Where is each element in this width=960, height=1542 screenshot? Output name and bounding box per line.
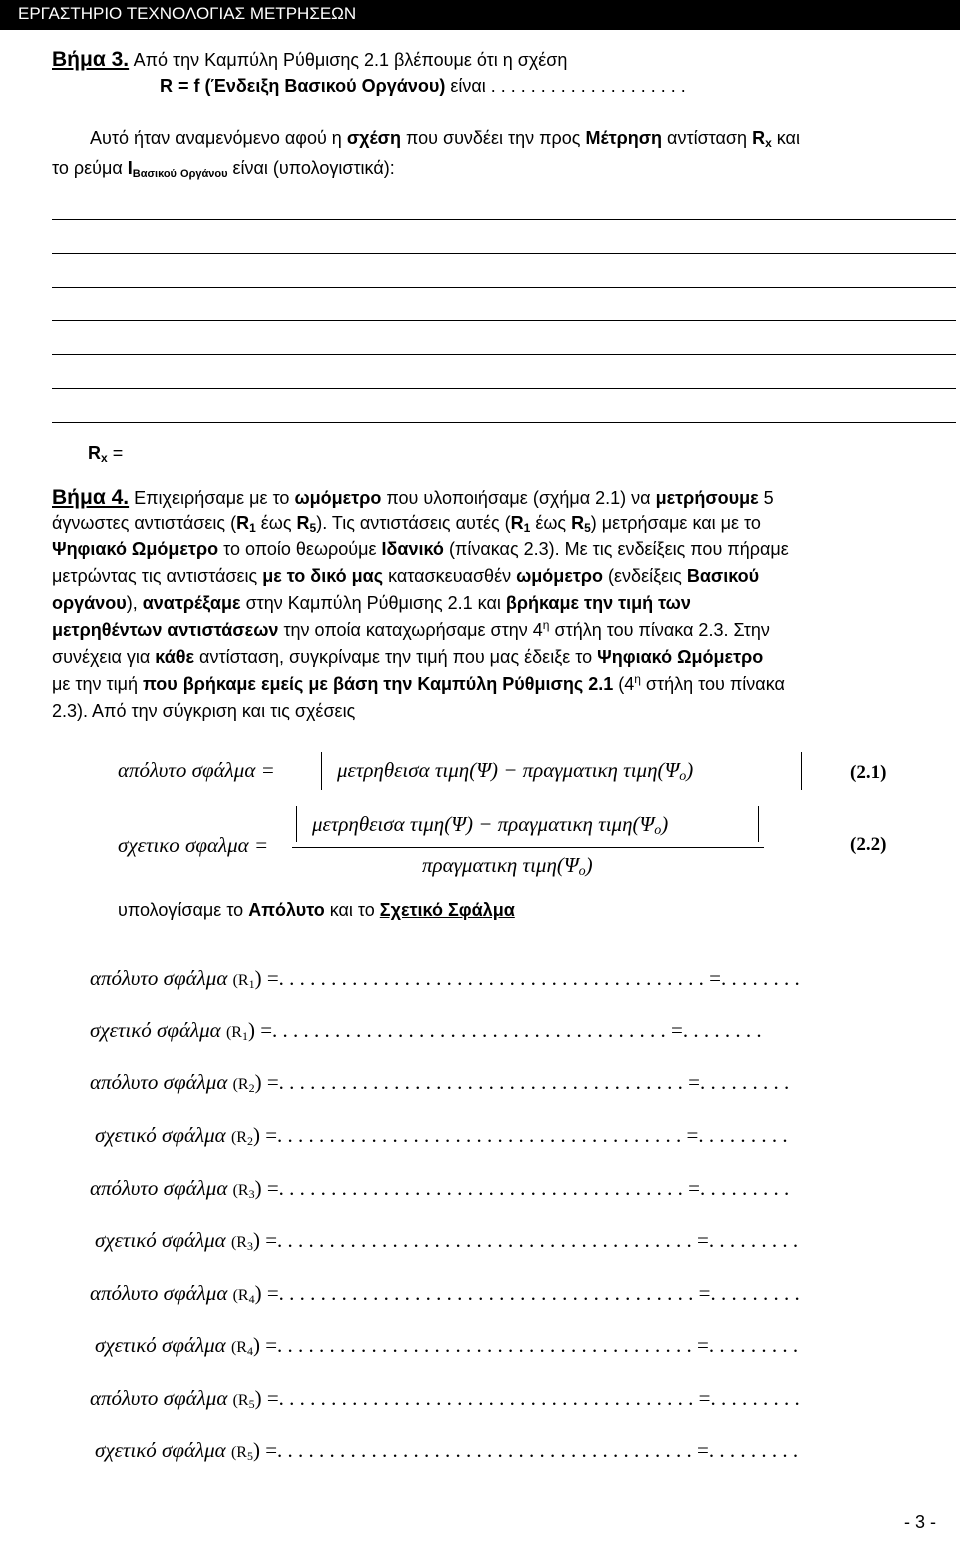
text: 1 — [241, 1029, 248, 1043]
text: (ενδείξεις — [603, 566, 687, 586]
text: R — [237, 972, 249, 989]
text: 1 — [523, 521, 531, 535]
answer-line — [52, 354, 956, 355]
text: 2 — [246, 1134, 253, 1148]
text: στήλη του πίνακα — [640, 674, 785, 694]
text: (Ψ — [657, 758, 680, 782]
text: που υλοποιήσαμε (σχήμα 2.1) να — [381, 488, 656, 508]
text: (Ψ) − πραγματικη τιμη — [469, 758, 658, 782]
text: βρήκαμε την τιμή των — [505, 593, 691, 613]
error-line: σχετικό σφάλμα $(R_2)$ =. . . . . . . . . . . . . . . . . . . . . . . . . . . . . . . . . . . . . . . =. . . . . . . . . — [95, 1123, 788, 1148]
error-line: σχετικό σφάλμα $(R_3)$ =. . . . . . . . . . . . . . . . . . . . . . . . . . . . . . . . . . . . . . . . =. . . . . . . . . — [95, 1228, 799, 1253]
error-line: απόλυτο σφάλμα $(R_3)$ =. . . . . . . . . . . . . . . . . . . . . . . . . . . . . . . . . . . . . . . =. . . . . . . . . — [90, 1176, 790, 1201]
step4-line — [52, 513, 950, 534]
answer-line — [52, 253, 956, 254]
text: αντίσταση — [662, 128, 753, 148]
text: αντίσταση, συγκρίναμε την τιμή που μας έδειξε το — [194, 647, 598, 667]
text: R — [236, 513, 250, 533]
text: είναι (υπολογιστικά): — [227, 158, 395, 178]
eq2-number: (2.2) — [850, 834, 887, 855]
text: 5 — [758, 488, 774, 508]
text: = — [107, 443, 124, 463]
text: Απόλυτο — [248, 900, 325, 920]
text: μετρηθέντων αντιστάσεων — [52, 620, 279, 640]
error-line: απόλυτο σφάλμα $(R_1)$ =. . . . . . . . . . . . . . . . . . . . . . . . . . . . . . . . . . . . . . . . . =. . . . . . . . — [90, 966, 800, 991]
eq2-denominator — [422, 853, 593, 878]
text: απόλυτο σφάλμα — [90, 1070, 228, 1094]
text: η — [634, 672, 641, 686]
step4-line — [52, 539, 950, 560]
text: που συνδέει την προς — [400, 128, 586, 148]
text: o — [679, 769, 687, 784]
text: R — [571, 513, 585, 533]
error-line: σχετικό σφάλμα $(R_4)$ =. . . . . . . . . . . . . . . . . . . . . . . . . . . . . . . . . . . . . . . . =. . . . . . . . . — [95, 1333, 799, 1358]
text: R — [510, 513, 524, 533]
text: την οποία καταχωρήσαμε στην 4 — [278, 620, 543, 640]
text: σχετικό σφάλμα — [95, 1333, 226, 1357]
text: ), — [126, 593, 143, 613]
text: ) μετρήσαμε και με το — [590, 513, 761, 533]
text: σχετικό σφάλμα — [90, 1018, 221, 1042]
text: απόλυτο σφάλμα — [90, 1281, 228, 1305]
rx-label — [88, 443, 123, 464]
header-title: ΕΡΓΑΣΤΗΡΙΟ ΤΕΧΝΟΛΟΓΙΑΣ ΜΕΤΡΗΣΕΩΝ — [18, 4, 357, 23]
text: κατασκευασθέν — [383, 566, 517, 586]
text: οργάνου — [52, 593, 127, 613]
text: με την τιμή — [52, 674, 144, 694]
text: 4 — [246, 1344, 253, 1358]
eq1-lhs: απόλυτο σφάλμα = — [118, 758, 275, 782]
step4-line — [52, 647, 950, 668]
text: ) — [661, 812, 669, 836]
step3-para1 — [90, 128, 800, 149]
text: 4 — [248, 1292, 255, 1306]
text: με το δικό μας — [262, 566, 384, 586]
answer-line — [52, 388, 956, 389]
text: R — [236, 1129, 247, 1146]
text: R — [237, 1076, 249, 1093]
text: (Ψ — [632, 812, 655, 836]
text: μετρηθεισα τιμη — [337, 758, 470, 782]
text: Βασικού — [686, 566, 760, 586]
text: 5 — [246, 1449, 253, 1463]
text: και το — [324, 900, 380, 920]
text: 5 — [584, 521, 591, 535]
text: σχετικό σφάλμα — [95, 1438, 226, 1462]
text: απόλυτο σφάλμα — [90, 1386, 228, 1410]
text: ) =. . . . . . . . . . . . . . . . . . . . . . . . . . . . . . . . . . . . . . . . . =. . . . . . . . — [254, 966, 800, 990]
text: σχετικό σφάλμα — [95, 1228, 226, 1252]
text: η — [542, 618, 550, 632]
text: στήλη του πίνακα 2.3. Στην — [549, 620, 770, 640]
step4-line — [52, 486, 950, 510]
text: ωμόμετρο — [516, 566, 604, 586]
text: μετρήσουμε — [655, 488, 759, 508]
text: μετρώντας τις αντιστάσεις — [52, 566, 263, 586]
step4-line — [52, 593, 950, 614]
error-line: σχετικό σφάλμα $(R_5)$ =. . . . . . . . . . . . . . . . . . . . . . . . . . . . . . . . . . . . . . . . =. . . . . . . . . — [95, 1438, 799, 1463]
text: ) =. . . . . . . . . . . . . . . . . . . . . . . . . . . . . . . . . . . . . . . . =. . . . . . . . . — [254, 1386, 800, 1410]
abs-bar-left — [321, 752, 322, 790]
text: κάθε — [155, 647, 195, 667]
text: ) =. . . . . . . . . . . . . . . . . . . . . . . . . . . . . . . . . . . . . . . . =. . . . . . . . . — [252, 1333, 799, 1357]
step4-line — [52, 701, 950, 722]
step3-para2 — [52, 158, 395, 179]
fraction-line — [292, 847, 764, 848]
text: υπολογίσαμε το — [118, 900, 249, 920]
text: 5 — [309, 521, 317, 535]
step3-relation: R = f (Ένδειξη Βασικού Οργάνου) — [160, 76, 446, 96]
step3-blank: είναι . . . . . . . . . . . . . . . . . . . . — [445, 76, 686, 96]
step4-line — [52, 566, 950, 587]
text: (Ψ) − πραγματικη τιμη — [444, 812, 633, 836]
page-number: - 3 - — [904, 1512, 937, 1532]
answer-line — [52, 287, 956, 288]
text: Ιδανικό — [381, 539, 444, 559]
text: R — [231, 1024, 242, 1041]
eq2-lhs: σχετικο σφαλμα = — [118, 833, 269, 857]
text: Ψηφιακό Ωμόμετρο — [597, 647, 764, 667]
step4-line — [52, 674, 950, 695]
text: ) =. . . . . . . . . . . . . . . . . . . . . . . . . . . . . . . . . . . . . . . =. . . . . . . . . — [254, 1070, 790, 1094]
text: R — [88, 443, 101, 463]
text: o — [578, 864, 586, 879]
step3-line2 — [160, 76, 686, 97]
text: έως — [530, 513, 572, 533]
text: 3 — [246, 1239, 253, 1253]
eq2-numerator — [312, 812, 668, 837]
error-line: απόλυτο σφάλμα $(R_4)$ =. . . . . . . . . . . . . . . . . . . . . . . . . . . . . . . . . . . . . . . . =. . . . . . . . . — [90, 1281, 800, 1306]
text: το ρεύμα — [52, 158, 128, 178]
step3-line1 — [52, 48, 567, 72]
text: ανατρέξαμε — [142, 593, 241, 613]
text: άγνωστες αντιστάσεις ( — [52, 513, 237, 533]
text: R — [236, 1234, 247, 1251]
text: ). Τις αντιστάσεις αυτές ( — [316, 513, 511, 533]
text: 3 — [248, 1187, 255, 1201]
text: σχέση — [346, 128, 401, 148]
text: R — [752, 128, 766, 148]
error-line: απόλυτο σφάλμα $(R_5)$ =. . . . . . . . . . . . . . . . . . . . . . . . . . . . . . . . . . . . . . . . =. . . . . . . . . — [90, 1386, 800, 1411]
text: R — [237, 1287, 249, 1304]
text: Αυτό ήταν αναμενόμενο αφού η — [90, 128, 347, 148]
text: και — [771, 128, 800, 148]
text: συνέχεια για — [52, 647, 156, 667]
error-line: σχετικό σφάλμα $(R_1)$ =. . . . . . . . . . . . . . . . . . . . . . . . . . . . . . . . . . . . . . =. . . . . . . . — [90, 1018, 762, 1043]
text: (4 — [613, 674, 635, 694]
eq1-body — [337, 758, 693, 783]
text: πραγματικη τιμη — [422, 853, 557, 877]
text: R — [237, 1182, 249, 1199]
text: ) =. . . . . . . . . . . . . . . . . . . . . . . . . . . . . . . . . . . . . . =. . . . . . . . — [247, 1018, 762, 1042]
text: (Ψ — [556, 853, 579, 877]
text: το οποίο θεωρούμε — [218, 539, 382, 559]
text: ) =. . . . . . . . . . . . . . . . . . . . . . . . . . . . . . . . . . . . . . . . =. . . . . . . . . — [252, 1228, 799, 1252]
text: έως — [255, 513, 297, 533]
text: R — [236, 1444, 247, 1461]
text: o — [654, 823, 662, 838]
error-line: απόλυτο σφάλμα $(R_2)$ =. . . . . . . . . . . . . . . . . . . . . . . . . . . . . . . . . . . . . . . =. . . . . . . . . — [90, 1070, 790, 1095]
step3-label: Βήμα 3. — [52, 48, 130, 71]
text: ) =. . . . . . . . . . . . . . . . . . . . . . . . . . . . . . . . . . . . . . . =. . . . . . . . . — [254, 1176, 790, 1200]
text: μετρηθεισα τιμη — [312, 812, 445, 836]
text: R — [236, 1339, 247, 1356]
abs-bar-right — [758, 806, 759, 842]
text: απόλυτο σφάλμα — [90, 1176, 228, 1200]
answer-line — [52, 219, 956, 220]
step4-line — [52, 620, 950, 641]
text: x — [765, 136, 772, 150]
text: απόλυτο σφάλμα — [90, 966, 228, 990]
text: ) =. . . . . . . . . . . . . . . . . . . . . . . . . . . . . . . . . . . . . . . . =. . . . . . . . . — [252, 1438, 799, 1462]
text: (πίνακας 2.3). Με τις ενδείξεις που πήραμε — [443, 539, 789, 559]
text: 2.3). Από την σύγκριση και τις σχέσεις — [52, 701, 356, 721]
text: 5 — [248, 1397, 255, 1411]
calc-sentence — [118, 900, 515, 921]
text: Μέτρηση — [585, 128, 663, 148]
abs-bar-left — [296, 806, 297, 842]
text: x — [101, 451, 108, 465]
text: 2 — [248, 1081, 255, 1095]
text: ) — [585, 853, 593, 877]
answer-line — [52, 422, 956, 423]
text: Σχετικό Σφάλμα — [379, 900, 515, 920]
text: 1 — [248, 977, 255, 991]
text: που βρήκαμε εμείς με βάση την Καμπύλη Ρύθμισης 2.1 — [143, 674, 614, 694]
step3-text: Από την Καμπύλη Ρύθμισης 2.1 βλέπουμε ότι η σχέση — [133, 50, 568, 70]
text: ωμόμετρο — [294, 488, 382, 508]
page-header — [0, 0, 960, 30]
text: R — [296, 513, 310, 533]
text: 1 — [249, 521, 256, 535]
text: ) — [686, 758, 694, 782]
text: Ψηφιακό Ωμόμετρο — [52, 539, 219, 559]
eq1-number: (2.1) — [850, 762, 887, 783]
abs-bar-right — [801, 752, 802, 790]
text: R — [237, 1392, 249, 1409]
text: Βασικού Οργάνου — [132, 168, 228, 180]
text: ) =. . . . . . . . . . . . . . . . . . . . . . . . . . . . . . . . . . . . . . . =. . . . . . . . . — [252, 1123, 788, 1147]
step4-label: Βήμα 4. — [52, 486, 130, 509]
text: I — [127, 158, 133, 178]
text: στην Καμπύλη Ρύθμισης 2.1 και — [240, 593, 506, 613]
step4-paragraph — [52, 486, 950, 722]
text: σχετικό σφάλμα — [95, 1123, 226, 1147]
answer-line — [52, 320, 956, 321]
text: Επιχειρήσαμε με το — [129, 488, 295, 508]
text: ) =. . . . . . . . . . . . . . . . . . . . . . . . . . . . . . . . . . . . . . . . =. . . . . . . . . — [254, 1281, 800, 1305]
